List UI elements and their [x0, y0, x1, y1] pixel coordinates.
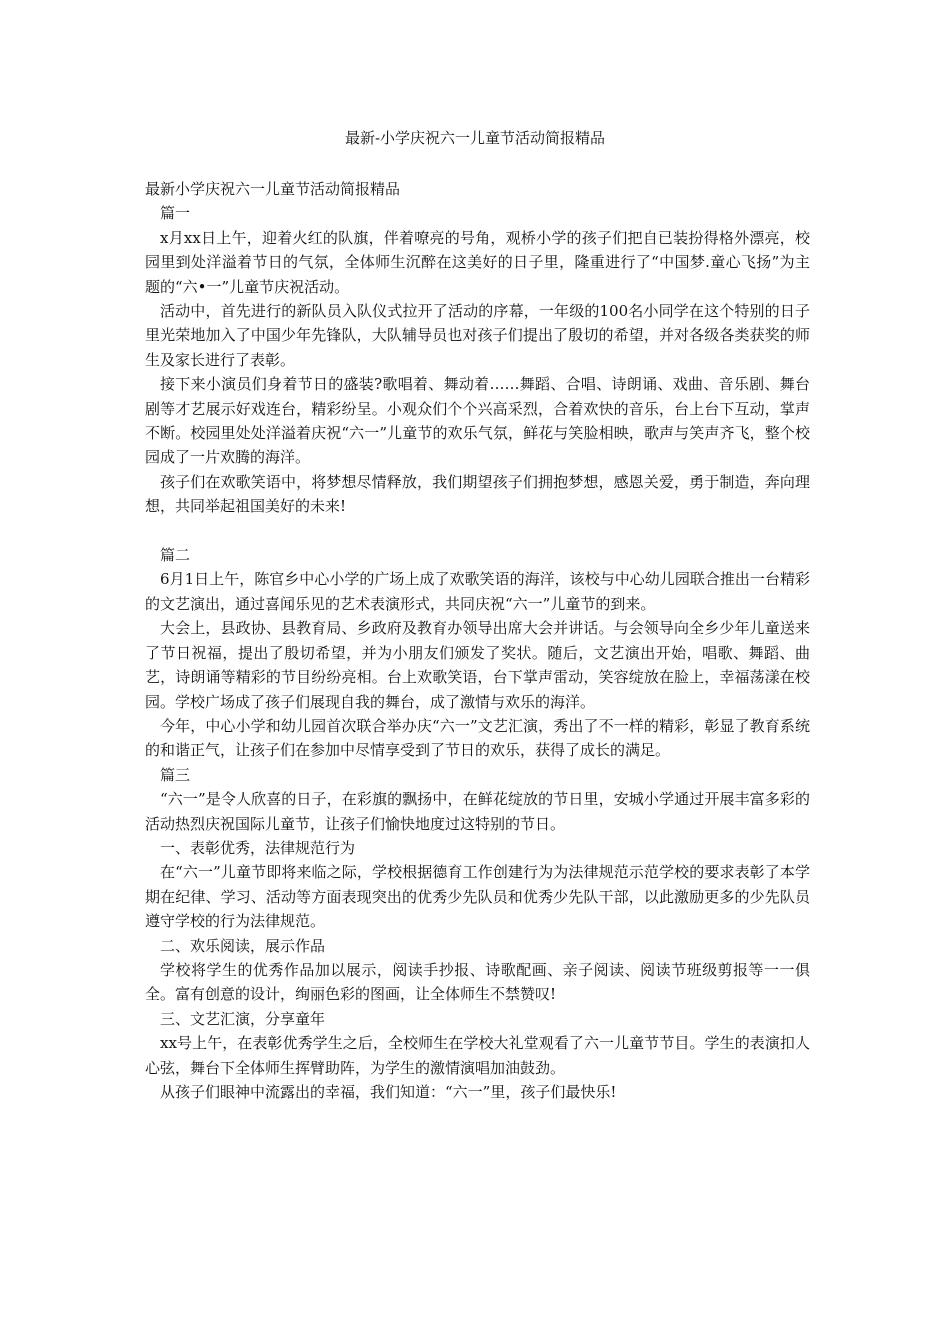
part2-paragraph: 今年，中心小学和幼儿园首次联合举办庆“六一”文艺汇演，秀出了不一样的精彩，彰显了教育系统的和谐正气，让孩子们在参加中尽情享受到了节日的欢乐，获得了成长的满足。 — [145, 716, 810, 760]
part1-paragraph: 孩子们在欢歌笑语中，将梦想尽情释放，我们期望孩子们拥抱梦想，感恩关爱，勇于制造，奔向理想，共同举起祖国美好的未来! — [145, 472, 810, 516]
section-heading: 三、文艺汇演，分享童年 — [160, 1009, 326, 1028]
section-heading: 二、欢乐阅读，展示作品 — [160, 936, 326, 955]
part2-heading: 篇二 — [160, 546, 191, 565]
section-heading: 一、表彰优秀，法律规范行为 — [160, 838, 356, 857]
document-subtitle: 最新小学庆祝六一儿童节活动简报精品 — [145, 180, 401, 198]
part3-intro: “六一”是令人欣喜的日子，在彩旗的飘扬中，在鲜花绽放的节日里，安城小学通过开展丰富多彩的活动热烈庆祝国际儿童节，让孩子们愉快地度过这特别的节日。 — [145, 790, 810, 833]
part2-paragraph: 6月1日上午，陈官乡中心小学的广场上成了欢歌笑语的海洋，该校与中心幼儿园联合推出一台精彩的文艺演出，通过喜闻乐见的艺术表演形式，共同庆祝“六一”儿童节的到来。 — [145, 570, 810, 613]
part3-closing: 从孩子们眼神中流露出的幸福，我们知道：“六一”里，孩子们最快乐! — [160, 1083, 617, 1102]
section-text: 在“六一”儿童节即将来临之际，学校根据德育工作创建行为为法律规范示范学校的要求表彰了本学期在纪律、学习、活动等方面表现突出的优秀少先队员和优秀少先队干部，以此激励更多的少先队员遵守学校的行为法律规范。 — [145, 863, 810, 931]
section-text: xx号上午，在表彰优秀学生之后，全校师生在学校大礼堂观看了六一儿童节节目。学生的表演扣人心弦，舞台下全体师生挥臂助阵，为学生的激情演唱加油鼓劲。 — [145, 1034, 810, 1077]
part1-paragraph: 接下来小演员们身着节日的盛装?歌唱着、舞动着……舞蹈、合唱、诗朗诵、戏曲、音乐剧、舞台剧等才艺展示好戏连台，精彩纷呈。小观众们个个兴高采烈，合着欢快的音乐，台上台下互动，掌声不断。校园里处处洋溢着庆祝“六一”儿童节的欢乐气氛，鲜花与笑脸相映，歌声与笑声齐飞，整个校园成了一片欢腾的海洋。 — [145, 375, 810, 467]
part2-paragraph: 大会上，县政协、县教育局、乡政府及教育办领导出席大会并讲话。与会领导向全乡少年儿童送来了节日祝福，提出了殷切希望，并为小朋友们颁发了奖状。随后，文艺演出开始，唱歌、舞蹈、曲艺，诗朗诵等精彩的节目纷纷亮相。台上欢歌笑语，台下掌声雷动，笑容绽放在脸上，幸福荡漾在校园。学校广场成了孩子们展现自我的舞台，成了激情与欢乐的海洋。 — [145, 619, 810, 711]
section-text: 学校将学生的优秀作品加以展示，阅读手抄报、诗歌配画、亲子阅读、阅读节班级剪报等一一俱全。富有创意的设计，绚丽色彩的图画，让全体师生不禁赞叹! — [145, 960, 810, 1004]
document-title: 最新-小学庆祝六一儿童节活动简报精品 — [344, 129, 606, 147]
part1-paragraph: x月xx日上午，迎着火红的队旗，伴着嘹亮的号角，观桥小学的孩子们把自已装扮得格外漂亮，校园里到处洋溢着节日的气氛，全体师生沉醉在这美好的日子里，隆重进行了“中国梦.童心飞扬”为主题的“六•一”儿童节庆祝活动。 — [145, 228, 810, 296]
part3-heading: 篇三 — [160, 765, 191, 784]
part1-heading: 篇一 — [160, 204, 191, 223]
part1-paragraph: 活动中，首先进行的新队员入队仪式拉开了活动的序幕，一年级的100名小同学在这个特别的日子里光荣地加入了中国少年先锋队，大队辅导员也对孩子们提出了殷切的希望，并对各级各类获奖的师生及家长进行了表彰。 — [145, 302, 810, 369]
document-body — [145, 177, 810, 1104]
blank-line — [145, 519, 810, 543]
